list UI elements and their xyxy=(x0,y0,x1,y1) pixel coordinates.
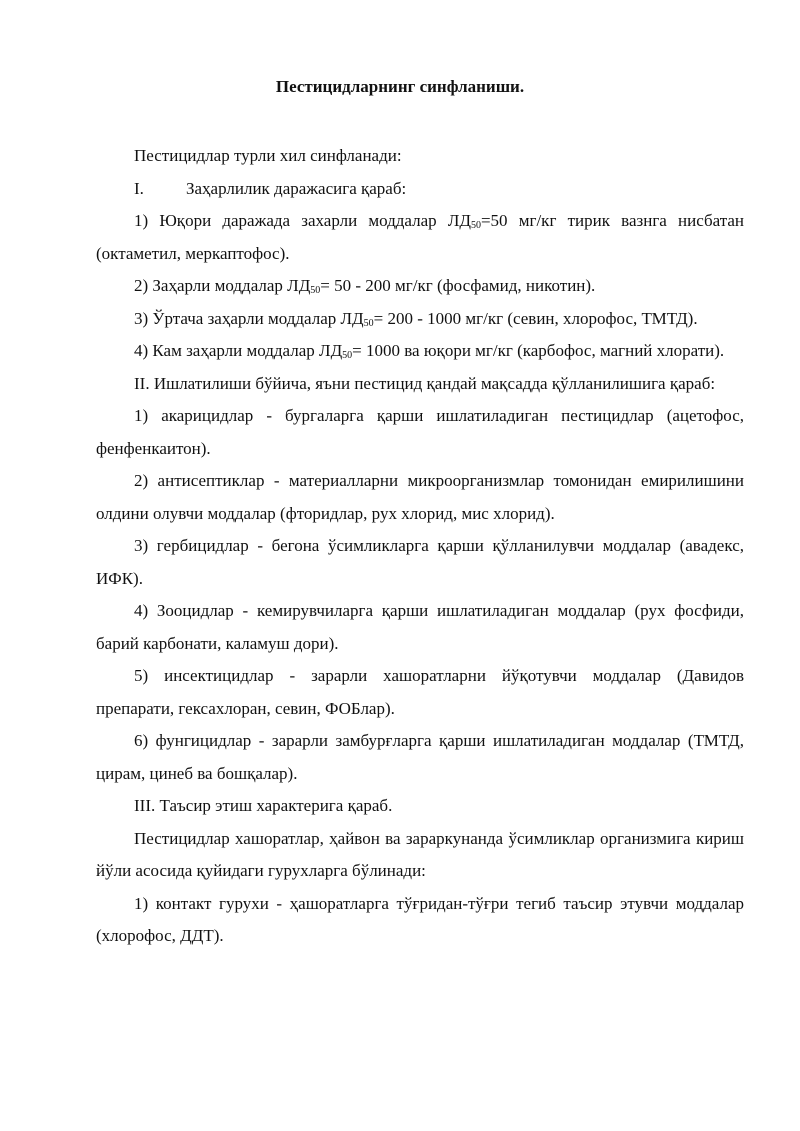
section-1-text: Заҳарлилик даражасига қараб: xyxy=(186,178,407,198)
page-title: Пестицидларнинг синфланиши. xyxy=(275,77,525,96)
ld-subscript: 50 xyxy=(342,350,353,361)
usage-item-4: 4) Зооцидлар - кемирувчиларга қарши ишлатиладиган моддалар (рух фосфиди, барий карбонати, каламуш дори). xyxy=(96,601,744,653)
toxicity-item-4-text: 4) Кам заҳарли моддалар ЛД xyxy=(134,341,343,360)
document-body xyxy=(96,140,744,953)
usage-item-2: 2) антисептиклар - материалларни микроорганизмлар томонидан емирилишини олдини олувчи моддалар (фторидлар, рух хлорид, мис хлорид). xyxy=(96,471,744,523)
section-3-heading: III. Таъсир этиш характерига қараб. xyxy=(134,796,393,815)
usage-item-3: 3) гербицидлар - бегона ўсимликларга қарши қўлланилувчи моддалар (авадекс, ИФК). xyxy=(96,536,744,588)
toxicity-item-1 xyxy=(96,205,744,270)
toxicity-item-4 xyxy=(96,335,744,368)
toxicity-item-3 xyxy=(96,303,744,336)
ld-subscript: 50 xyxy=(310,285,321,296)
action-item-1: 1) контакт гурухи - ҳашоратларга тўғридан-тўғри тегиб таъсир этувчи моддалар (хлорофос, ДДТ). xyxy=(96,893,744,945)
toxicity-item-2-text: 2) Заҳарли моддалар ЛД xyxy=(134,276,311,295)
ld-subscript: 50 xyxy=(470,220,481,231)
toxicity-item-3-rest: = 200 - 1000 мг/кг (севин, хлорофос, ТМТД). xyxy=(373,308,698,328)
usage-item-6: 6) фунгицидлар - зарарли замбурғларга қарши ишлатиладиган моддалар (ТМТД, цирам, цинеб ва бошқалар). xyxy=(96,731,744,783)
section-3-intro: Пестицидлар хашоратлар, ҳайвон ва зараркунанда ўсимликлар организмига кириш йўли асосида қуйидаги гурухларга бўлинади: xyxy=(96,828,744,880)
ld-subscript: 50 xyxy=(363,317,374,329)
usage-item-1: 1) акарицидлар - бургаларга қарши ишлатиладиган пестицидлар (ацетофос, фенфенкаитон). xyxy=(96,406,744,458)
section-1-number: I. xyxy=(134,178,144,198)
intro-paragraph: Пестицидлар турли хил синфланади: xyxy=(134,146,402,165)
toxicity-item-3-text: 3) Ўртача заҳарли моддалар ЛД xyxy=(134,308,364,328)
toxicity-item-2-rest: = 50 - 200 мг/кг (фосфамид, никотин). xyxy=(320,276,596,295)
toxicity-item-4-rest: = 1000 ва юқори мг/кг (карбофос, магний хлорати). xyxy=(352,341,725,360)
toxicity-item-1-text: 1) Юқори даражада захарли моддалар ЛД xyxy=(134,211,471,230)
section-1-heading xyxy=(96,173,744,206)
toxicity-item-1-rest: =50 мг/кг тирик вазнга нисбатан (октаметил, меркаптофос). xyxy=(96,211,744,263)
toxicity-item-2 xyxy=(96,270,744,303)
usage-item-5: 5) инсектицидлар - зарарли хашоратларни йўқотувчи моддалар (Давидов препарати, гексахлоран, севин, ФОБлар). xyxy=(96,666,744,718)
section-2-heading: II. Ишлатилиши бўйича, яъни пестицид қандай мақсадда қўлланилишига қараб: xyxy=(134,373,716,393)
